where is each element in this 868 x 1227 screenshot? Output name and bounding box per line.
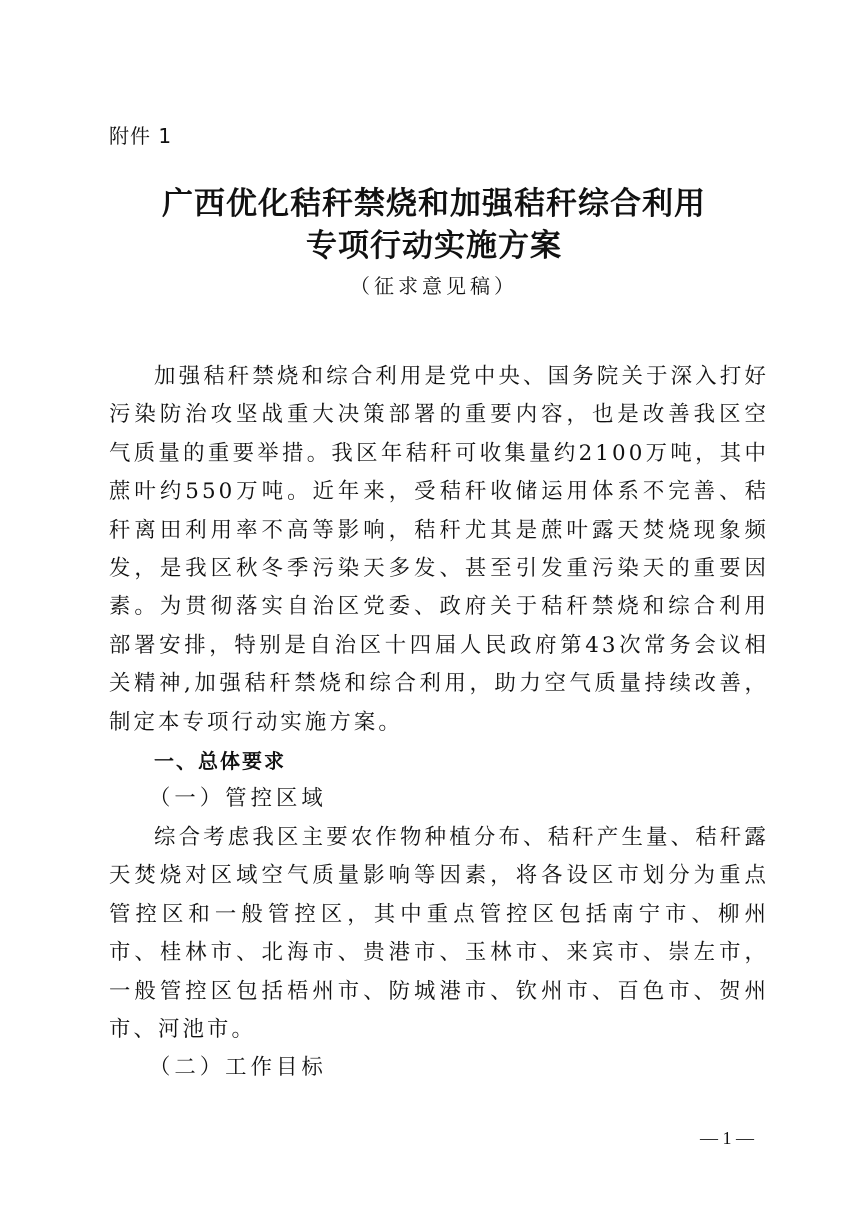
subsection-heading-work-goals: （二）工作目标 (149, 1055, 327, 1081)
section-heading-general-requirements: 一、总体要求 (154, 749, 286, 774)
subsection-heading-control-areas: （一）管控区域 (149, 786, 327, 812)
control-areas-paragraph: 综合考虑我区主要农作物种植分布、秸秆产生量、秸秆露天焚烧对区域空气质量影响等因素，将各设区市划分为重点管控区和一般管控区，其中重点管控区包括南宁市、柳州市、桂林市、北海市、贵港市、玉林市、来宾市、崇左市，一般管控区包括梧州市、防城港市、钦州市、百色市、贺州市、河池市。 (109, 824, 769, 1042)
document-title-line-1: 广西优化秸秆禁烧和加强秸秆综合利用 (162, 186, 706, 222)
attachment-label: 附件 1 (109, 124, 173, 148)
page-number: — 1 — (700, 1128, 754, 1148)
document-body (109, 358, 769, 1088)
intro-paragraph: 加强秸秆禁烧和综合利用是党中央、国务院关于深入打好污染防治攻坚战重大决策部署的重要内容，也是改善我区空气质量的重要举措。我区年秸秆可收集量约2100万吨，其中蔗叶约550万吨。近年来，受秸秆收储运用体系不完善、秸秆离田利用率不高等影响，秸秆尤其是蔗叶露天焚烧现象频发，是我区秋冬季污染天多发、甚至引发重污染天的重要因素。为贯彻落实自治区党委、政府关于秸秆禁烧和综合利用部署安排，特别是自治区十四届人民政府第43次常务会议相关精神,加强秸秆禁烧和综合利用，助力空气质量持续改善，制定本专项行动实施方案。 (109, 364, 769, 735)
document-title-line-2: 专项行动实施方案 (306, 228, 562, 264)
document-subtitle: （征求意见稿） (350, 274, 518, 298)
